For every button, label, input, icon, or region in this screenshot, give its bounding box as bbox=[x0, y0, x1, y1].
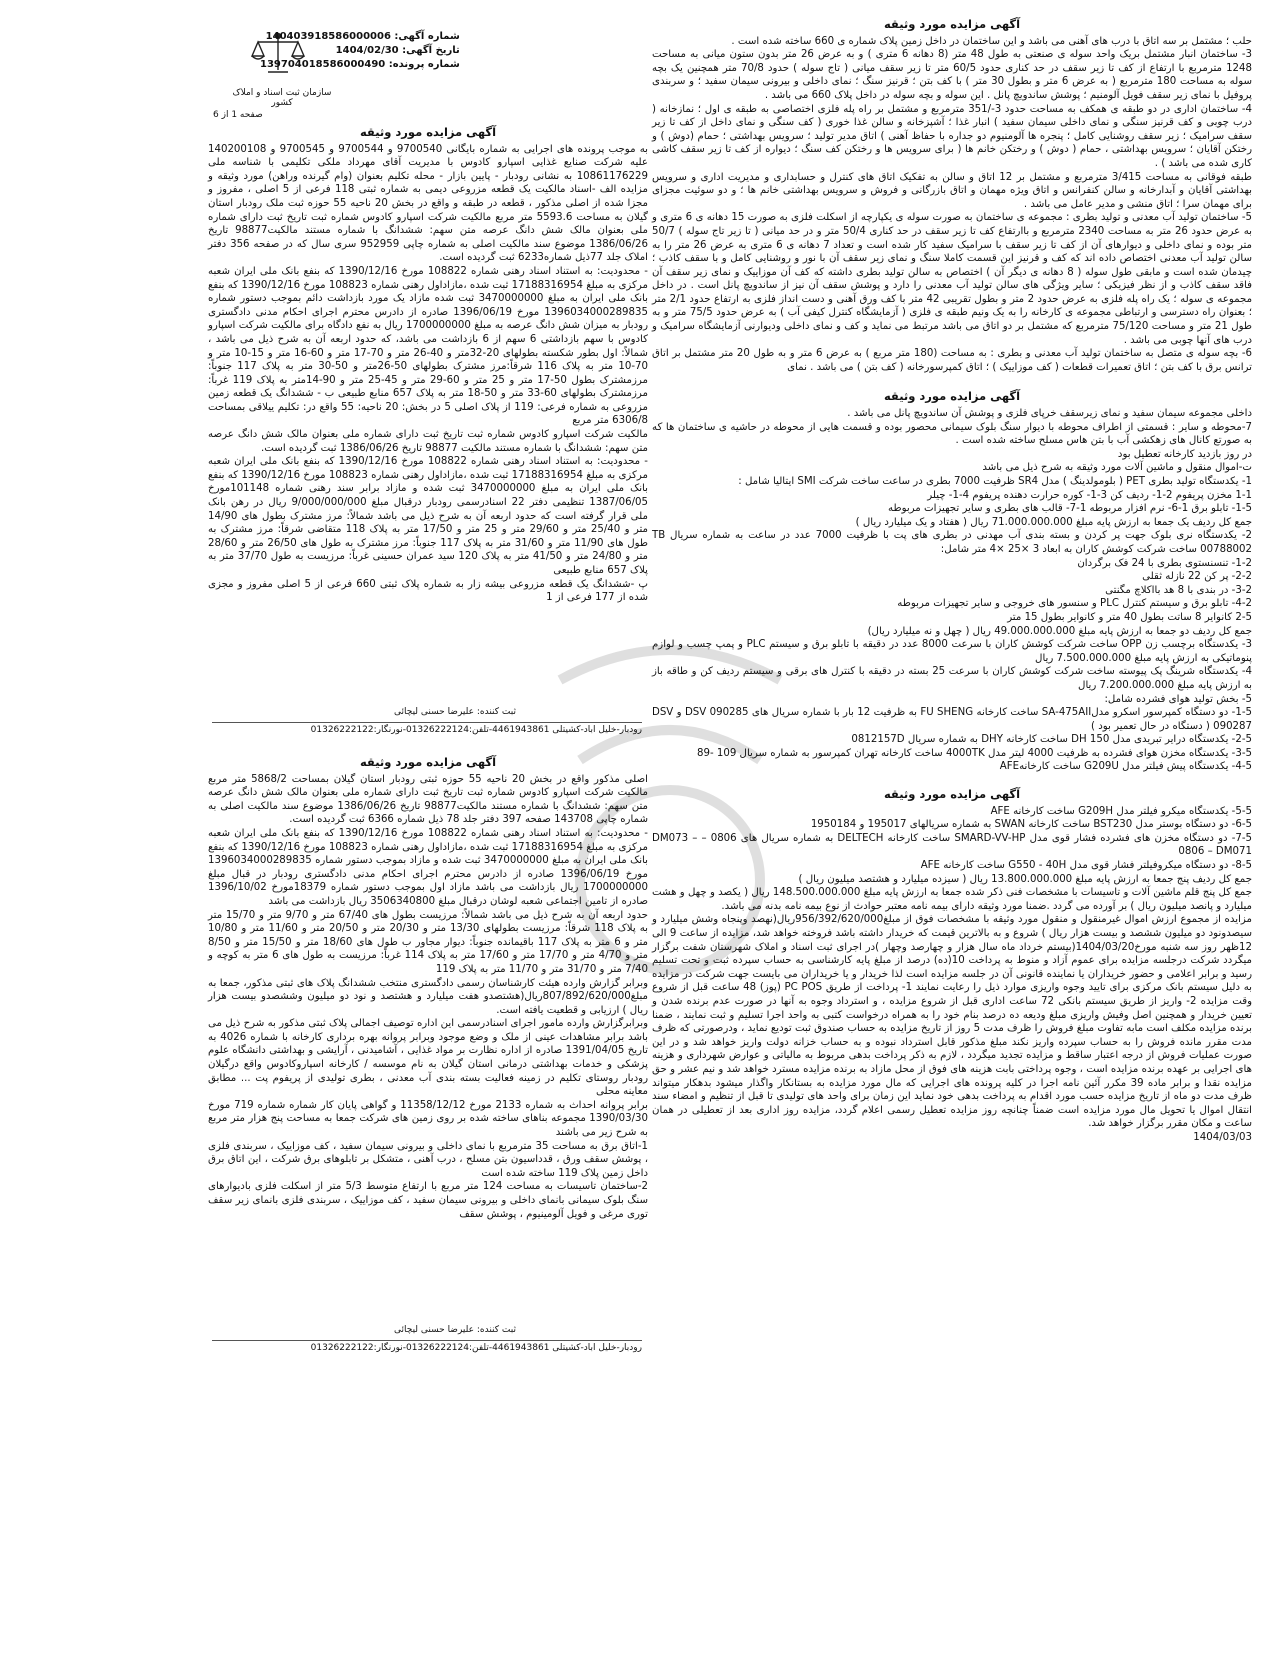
right-column bbox=[652, 14, 1252, 1145]
ad-header bbox=[260, 30, 460, 72]
page-indicator: صفحه 1 از 6 bbox=[213, 110, 263, 120]
right-paragraph-2: 3- ساختمان انبار مشتمل بریک واحد سوله ی صنعتی به طول 48 متر (8 دهانه 6 متری ) و به عرض 26 متر بدون ستون میانی به مساحت 1248 مترمربع با ارتفاع از کف تا زیر سقف در حد کناری حدود 60/5 متر تا زیر سقف میانی ( تاج سوله ) حدود 70/8 متر همچنین یک بچه سوله به مساحت 180 مترمربع ( به عرض 6 متر و بطول 30 متر ) با کف بتن ؛ قرنیز سنگ ؛ نمای داخلی و بیرونی سیمان سفید ؛ و سربندی پروفیل با نمای زیر سقف فویل آلومنیم ؛ پوشش ساندویچ پانل . این سوله و بچه سوله در داخل پلاک 660 می باشد . bbox=[652, 49, 1253, 101]
right-paragraph-25: 1-5- دو دستگاه کمپرسور اسکرو مدلSA-475AII ساخت کارخانه FU SHENG به ظرفیت 12 بار با شماره سریال های DSV 090285 و DSV 090287 ( دستگاه در حال تعمیر بود ) bbox=[652, 707, 1252, 732]
right-paragraph-7: داخلی مجموعه سیمان سفید و نمای زیرسقف خرپای فلزی و پوشش آن ساندویچ پانل می باشد . bbox=[847, 408, 1252, 420]
case-number: 139704018586000490 bbox=[260, 59, 386, 70]
right-paragraph-34: جمع کل پنج قلم ماشین آلات و تاسیسات با مشخصات فنی ذکر شده جمعا به ارزش پایه مبلغ 148.500.000.000 ریال ( یکصد و چهل و هشت میلیارد و پانصد میلیون ریال ) بر آورده می گردد .ضمنا مورد وثیقه دارای بیمه نامه معتبر حوادث از نوع بیمه نامه بدنه می باشد. bbox=[652, 887, 1252, 912]
right-paragraph-32: 8-5- دو دستگاه میکروفیلتر فشار قوی مدل G550 - 40H ساخت کارخانه AFE bbox=[920, 860, 1252, 872]
sig1-label: ثبت کننده: bbox=[476, 707, 516, 717]
sig2-name: علیرضا حسنی لیچائی bbox=[394, 1325, 474, 1335]
right-paragraph-23: 4- یکدستگاه شرینگ پک پیوسته ساخت شرکت کوشش کاران با سرعت 25 بسته در دقیقه با کنترل های برقی و سیستم ردیف کن و طاقه باز به ارزش پایه مبلغ 7.200.000.000 ریال bbox=[652, 666, 1252, 691]
date-line: 1404/03/03 bbox=[1193, 1131, 1252, 1143]
right-paragraph-14: جمع کل ردیف یک جمعا به ارزش پایه مبلغ 71.000.000.000 ریال ( هفتاد و یک میلیارد ریال ) bbox=[855, 516, 1252, 528]
left-paragraph-8: حدود اربعه آن به شرح ذیل می باشد شمالاً: مرزیست بطول های 67/40 متر و 9/70 متر و 15/70 متر به پلاک 118 شرقاً: مرزیست بطولهای 13/30 متر و 20/30 متر و 20/50 متر و 11/60 متر و 10/80 متر و 6 متر به پلاک 117 باقیمانده جنوباً: دیوار مجاور ب طول های 18/60 متر و 15/50 متر و 8/50 متر و 4/70 متر و 17/70 متر و 17/60 متر به پلاک 114 غرباً: مرزیست به طول های 6 متر به کوچه و 7/40 متر و 31/70 متر و 11/70 متر به پلاک 119 bbox=[208, 909, 648, 975]
right-paragraph-35: مزایده از مجموع ارزش اموال غیرمنقول و منقول مورد وثیقه با مشخصات فوق از مبلغ956/392/620/000ریال(نهصد وپنجاه وشش میلیارد و سیصدونود دو میلیون ششصد و بیست هزار ریال ) شروع و به بالاترین قیمت که خریدار داشته باشد فروخته خواهد شد، مزایده از ساعت 9 الی 12ظهر روز سه شنبه مورخ1404/03/20(بیستم خرداد ماه سال هزار و چهارصد وچهار )در اجرای ثبت اسناد و املاک شهرستان شفت برگزار میگردد شرکت درجلسه مزایده برای عموم آزاد و منوط به پرداخت 10(ده) درصد از مبلغ پایه کارشناسی به حساب سپرده ثبت و تحت تسلیم رسید و برابر اعلامی و حضور خریداران یا نماینده قانونی آن در جلسه مزایده است لذا خریدار و یا خریداران می بایست جهت شرکت در مزایده به دلیل سیستم بانک مرکزی برای تایید وجوه واریزی موارد ذیل را رعایت نمایند 1- پرداخت از طریق PC POS (پوز) 48 ساعت قبل از شروع وقت مزایده 2- واریز از طریق سیستم بانکی 72 ساعت اداری قبل از شروع مزایده ، و استرداد وجوه به آنها در صورت عدم برنده شدن و تعیین خریدار و همچنین اصل وفیش واریزی مبلغ ودیعه ده درصد بنام خود را به همراه درخواست کتبی به واحد اجرا تسلیم و ثبت نمایند ، ضمنا برنده مزایده مکلف است مابه تفاوت مبلغ فروش را ظرف مدت 5 روز از تاریخ مزایده به حساب صندوق ثبت تودیع نماید ، ودرصورتی که ظرف مدت مقرر مانده فروش را به حساب سپرده واریز نکند مبلغ مذکور قابل استرداد نبوده و به حساب خزانه دولت واریز خواهد شد و در این صورت عملیات فروش از درجه اعتبار ساقط و مزایده تجدید میگردد ، لازم به ذکر پرداخت بدهی مربوط به مالیاتی و عوارض شهرداری و هزینه های اجرایی بر عهده برنده مزایده است ، وجوه پرداختی بابت هزینه های فوق از محل مازاد به برنده مزایده مسترد خواهد شد و نیم عشر و حق مزایده نقدا و برابر ماده 39 مکرر آئین نامه اجرا در کلیه پرونده های اجرایی که مال مورد مزایده به بستانکار واگذار میشود بدهکار میتواند ظرف مدت دو ماه از تاریخ مزایده حسب مورد اقدام به پرداخت بدهی خود نماید این زمان برای واحد های تولیدی تا قبل از تنظیم و امضاء سند انتقال اموال یا تحویل مال مورد مزایده است ضمناً چنانچه روز مزایده تعطیل رسمی اعلام گردد، مزایده روز اداری بعد از تعطیلی در همان ساعت و مکان مقرر برگزار خواهد شد. bbox=[652, 914, 1253, 1130]
left-heading-1: آگهی مزایده مورد وثیقه bbox=[359, 125, 497, 139]
sig1-address: رودبار-خلیل اباد-کشیتلی 4461943861-تلفن:01326222124-نورنگار:01326222122 bbox=[310, 725, 642, 735]
right-paragraph-21: جمع کل ردیف دو جمعا به ارزش پایه مبلغ 49.000.000.000 ریال ( چهل و نه میلیارد ریال) bbox=[867, 625, 1252, 637]
left-paragraph-3: مالکیت شرکت اسپارو کادوس شماره ثبت تاریخ ثبت دارای شماره ملی بعنوان مالک شش دانگ عرصه متن سهم: ششدانگ با شماره مستند مالکیت 98877 تاریخ 1386/06/26 ثبت گردیده است. bbox=[208, 429, 648, 454]
right-paragraph-13: 1-5- تابلو برق 1-6- نرم افزار مربوطه 1-7- قالب های بطری و سایر تجهیزات مربوطه bbox=[888, 503, 1252, 515]
org-name: سازمان ثبت اسناد و املاک کشور bbox=[232, 88, 332, 108]
right-paragraph-3: 4- ساختمان اداری در دو طبقه ی همکف به مساحت حدود 3-/351 مترمربع و مشتمل بر راه پله فلزی اختصاصی به طبقه ی اول ؛ نمازخانه ( درب چوبی و کف قرنیز سنگی و نمای داخلی سیمان سفید ) انبار غذا ؛ آشپزخانه و سالن غذا خوری ( کف سنگی و نمای داخل از کف تا زیر سقف سرامیک ؛ زیر سقف روشنایی کامل ؛ پنجره ها آلومنیوم دو جداره با حفاظ آهنی ) اتاق مدیر تولید ؛ سرویس بهداشتی ؛ حمام (دوش ) و رختکن آقایان ؛ سرویس بهداشتی ، حمام ( دوش ) و رختکن خانم ها ( برای سرویس ها و رختکن کف سنگ ؛ دیواره از کف تا زیر سقف کاشی کاری شده می باشد ) . bbox=[652, 103, 1253, 169]
sig2-address: رودبار-خلیل اباد-کشیتلی 4461943861-تلفن:01326222124-نورنگار:01326222122 bbox=[310, 1343, 642, 1353]
sig1-name: علیرضا حسنی لیچائی bbox=[394, 707, 474, 717]
right-paragraph-5: 5- ساختمان تولید آب معدنی و تولید بطری : مجموعه ی ساختمان به صورت سوله ی یکپارچه از اسکلت فلزی به صورت 15 دهانه ی 6 متری و به عرض حدود 26 متر به مساحت 2340 مترمربع و باارتفاع کف تا زیر سقف در حد کناری 50/4 متر و در حد میانی ( تا زیر تاج سوله ) 50/7 متر بوده و نمای داخلی و دیوارهای آن از کف تا زیر سقف با سرامیک سفید کار شده است و تعداد 7 دهانه ی 6 متری به عرض 26 متر را به سالن تولید آب معدنی اختصاص داده اند که کف و قرنیز این قسمت کاملا سنگ و نمای زیر سقف آن با نور و روشنایی کامل و با سقف کاذب ؛ چیدمان شده است و مابقی طول سوله ( 8 دهانه ی دیگر آن ) اختصاص به سالن تولید بطری داشته که کف آن موزاییک و نمای زیر سقف آن فاقد سقف کاذب و از نظر فیزیکی ؛ سایر ویژگی های سالن تولید آب معدنی را دارد و پوشش سقف آن نیز از ساندویچ پانل است . در داخل مجموعه ی سوله ؛ یک راه پله فلزی به عرض حدود 2 متر و بطول تقریبی 42 متر با کف ورق آهنی و دست انداز فلزی به ارتفاع حدود 2/1 متر ؛ بعنوان راه دسترسی و ارتباطی مجموعه ی کارخانه را به یک ونیم طبقه ی فلزی ( آزمایشگاه کنترل کیفی آب ) به عرض حدود 75/5 متر و به طول 21 متر و مساحت 75/120 مترمربع که مشتمل بر دو اتاق می باشد مرتبط می نماید و کف و نمای داخلی ودیوارنی آزمایشگاه سرامیک و درب های آنها چوبی می باشد . bbox=[652, 212, 1253, 346]
right-paragraph-6: 6- بچه سوله ی متصل به ساختمان تولید آب معدنی و بطری : به مساحت (180 متر مربع ) به عرض 6 متر و به طول 20 متر مشتمل بر اتاق ترانس برق با کف بتن ؛ اتاق تعمیرات قطعات ( کف موزاییک ) ؛ اتاق کمپرسورخانه ( کف بتن ) می باشد . نمای bbox=[652, 348, 1252, 373]
right-paragraph-1: حلب ؛ مشتمل بر سه اتاق با درب های آهنی می باشد و این ساختمان در داخل زمین پلاک شماره ی 660 ساخته شده است . bbox=[731, 35, 1252, 47]
right-paragraph-9: در روز بازدید کارخانه تعطیل بود bbox=[1117, 448, 1252, 460]
right-heading-1: آگهی مزایده مورد وثیقه bbox=[883, 17, 1021, 31]
left-paragraph-5: پ -ششدانگ یک قطعه مزروعی بیشه زار به شماره پلاک ثبتی 660 فرعی از 5 اصلی مفروز و مجزی شده از 177 فرعی از 1 bbox=[208, 578, 648, 604]
right-heading-3: آگهی مزایده مورد وثیقه bbox=[883, 787, 1021, 802]
left-paragraph-7: - محدودیت: به استناد اسناد رهنی شماره 108822 مورخ 1390/12/16 که بنفع بانک ملی ایران شعبه مرکزی به مبلغ 17188316954 ثبت شده ،مازاداول رهنی شماره 108823 مورخ 1390/12/16 که بنفع بانک ملی ایران به مبلغ 3470000000 ثبت شده و مازاد بموجب دستور شماره 1396034000289835 مورخ 1396/06/19 صادره از دادرس محترم اجرای احکام مدنی دادگستری رودبار در قبال مبلغ 1700000000 ریال بازداشت می باشد مازاد اول بموجب دستور شماره 18379مورخ 1396/10/02 صادره از تامین اجتماعی شعبه لوشان درقبال مبلغ 3506340800 ریال بازداشت می باشد bbox=[208, 827, 648, 907]
case-number-label: شماره پرونده: bbox=[388, 59, 460, 70]
right-paragraph-18: 3-2- در بندی با 8 هد بااکلاچ مگنتی bbox=[1105, 584, 1252, 596]
right-paragraph-24: 5- بخش تولید هوای فشرده شامل: bbox=[1104, 693, 1252, 705]
right-paragraph-26: 2-5- یکدستگاه درایر تبریدی مدل DH 150 ساخت کارخانه DHY به شماره سریال 0812157D bbox=[851, 734, 1252, 746]
divider bbox=[212, 1340, 642, 1341]
right-paragraph-10: ت-اموال منقول و ماشین آلات مورد وثیقه به شرح ذیل می باشد bbox=[982, 462, 1252, 474]
left-paragraph-13: 2-ساختمان تاسیسات به مساحت 124 متر مربع با ارتفاع متوسط 5/3 متر از اسکلت فلزی بادیوارهای سنگ بلوک سیمانی بانمای داخلی و بیرونی سیمان سفید ، کف موزاییک ، سربندی فلزی بانمای زیر سقف توری مرغی و فویل آلومینیوم ، پوشش سقف bbox=[208, 1181, 649, 1220]
left-paragraph-6: اصلی مذکور واقع در بخش 20 ناحیه 55 حوزه ثبتی رودبار استان گیلان بمساحت 5868/2 متر مربع مالکیت شرکت اسپارو کادوس شماره ثبت تاریخ ثبت دارای شماره ملی بعنوان مالک شش دانگ عرصه متن سهم: ششدانگ با شماره مستند مالکیت98877 تاریخ 1386/06/26 موضوع سند مالکیت اصلی به شماره چاپی 143708 صفحه 397 دفتر جلد 78 ذیل شماره 6366 ثبت گردیده است. bbox=[208, 773, 649, 826]
right-paragraph-20: 2-5 کانوایر 8 ساتت بطول 40 متر و کانوایر بطول 15 متر bbox=[1007, 611, 1252, 623]
right-paragraph-15: 2- یکدستگاه نری بلوک جهت پر کردن و بسته بندی آب مهدنی در بطری های پت با ظرفیت 7000 عدد در ساعت به شماره سریال TB 00788002 ساخت شرکت کوشش کاران به ابعاد 3 ×25 ×4 متر شامل: bbox=[652, 530, 1252, 555]
left-column-bottom bbox=[208, 752, 648, 1221]
ad-number-label: شماره آگهی: bbox=[394, 31, 460, 42]
left-heading-2: آگهی مزایده مورد وثیقه bbox=[359, 755, 497, 769]
right-paragraph-12: 1-1 مخزن پریفوم 2-1- ردیف کن 3-1- کوره حرارت دهنده پریفوم 4-1- چیلر bbox=[927, 489, 1252, 501]
right-paragraph-17: 2-2- پر کن 22 نازله ثقلی bbox=[1142, 571, 1252, 583]
ad-date-label: تاریخ آگهی: bbox=[402, 45, 460, 56]
signature-block-1 bbox=[270, 706, 640, 718]
left-paragraph-11: برابر پروانه احداث به شماره 2133 مورخ 11358/12/12 و گواهی پایان کار شماره شماره 719 مورخ 1390/03/30 مجموعه بناهای ساخته شده بر روی زمین های شرکت جمعا به مساحت پنج هزار متر مربع به شرح زیر می باشند bbox=[208, 1099, 648, 1139]
right-paragraph-11: 1- یکدستگاه تولید بطری PET ( بلومولدینگ ) مدل SR4 ظرفیت 7000 بطری در ساعت ساخت شرکت SMI ایتالیا شامل : bbox=[738, 476, 1252, 487]
right-paragraph-4: طبقه فوقانی به مساحت 3/415 مترمربع و مشتمل بر 12 اتاق و سالن به تفکیک اتاق های کنترل و حسابداری و مدیریت اداری و سرویس بهداشتی آقایان و آبدارخانه و سالن کنفرانس و اتاق ویژه مهمان و اتاق بازرگانی و فروش و سرویس بهداشتی خانم ها ؛ و دو سوئیت مجزای برای مهمان سرا ؛ اتاق منشی و مدیر عامل می باشد . bbox=[652, 171, 1252, 210]
right-paragraph-8: 7-محوطه و سایر : قسمتی از اطراف محوطه با دیوار سنگ بلوک سیمانی محصور بوده و قسمت هایی از محوطه در حاشیه ی ساختمان ها که به صورتع کانال های زهکشی آب با بتن هاس مسلح ساخته شده است . bbox=[652, 421, 1252, 447]
right-paragraph-19: 4-2- تابلو برق و سیستم کنترل PLC و سنسور های خروجی و سایر تجهیزات مربوطه bbox=[897, 598, 1252, 610]
sig2-label: ثبت کننده: bbox=[476, 1325, 516, 1335]
divider bbox=[212, 722, 642, 723]
left-paragraph-12: 1-اتاق برق به مساحت 35 مترمربع با نمای داخلی و بیرونی سیمان سفید ، کف موزاییک ، سربندی فلزی ، پوشش سقف ورق ، قدداسیون بتن مسلح ، درب آهنی ، متشکل بر تابلوهای برق شرکت ، این اتاق برق داخل زمین پلاک 119 ساخته شده است bbox=[208, 1140, 648, 1179]
ad-number: 140403918586000006 bbox=[265, 31, 391, 42]
ad-date: 1404/02/30 bbox=[335, 45, 399, 56]
left-paragraph-4: - محدودیت: به استناد اسناد رهنی شماره 108822 مورخ 1390/12/16 که بنفع بانک ملی ایران شعبه مرکزی به مبلغ 17188316954 ثبت شده ،مازاداول رهنی شماره 108823 مورخ 1390/12/16 که بنفع بانک ملی ایران به مبلغ 3470000000 ثبت شده و مازاد برابر سند رهنی شماره 101148مورخ 1387/06/05 تنظیمی دفتر 22 اسنادرسمی رودبار درقبال مبلغ 9/000/000/000 ریال در رهن بانک ملی قرار گرفته است که حدود اربعه آن به شرح ذیل می باشد شمالاً: مرز مشترک بطول های 14/90 متر و 25/40 متر و 29/60 متر و 25 متر و 17/50 متر به پلاک 118 متقاضی شرقاً: مرز مشترک به طول های 11/90 متر و 31/60 متر به پلاک 117 جنوباً: مرز مشترک به طول های 26/50 متر و 28/60 متر و 24/80 متر و 41/50 متر به پلاک 120 سید عمران حسینی غرباً: مرزیست به طول 37/70 متر به پلاک 657 منابع طبیعی bbox=[208, 456, 649, 576]
signature-block-2 bbox=[270, 1324, 640, 1336]
right-paragraph-31: 7-5- دو دستگاه مخزن های فشرده فشار قوی مدل SMARD-VV-HP ساخت کارخانه DELTECH به شماره سریال های 0806 – DM073 – 0806 – DM071 bbox=[652, 832, 1253, 858]
right-paragraph-30: 6-5- دو دستگاه بوستر مدل BST230 ساخت کارخانه SWAN به شماره سریالهای 195017 و 1950184 bbox=[810, 819, 1252, 831]
left-paragraph-1: به موجب پرونده های اجرایی به شماره بایگانی 9700540 و 9700544 و 9700545 و 140200108 علیه شرکت صنایع غذایی اسپارو کادوس با مدیریت آقای مهرداد ملکی تکلیمی با شناسه ملی 10861176229 به نشانی رودبار - پایین بازار - محله تکلیم بعنوان (وام گیرنده وراهن) مورد وثیقه و مزایده الف -اسناد مالکیت یک قطعه مزروعی دیمی به شماره ثبتی 118 فرعی از 5 اصلی ، مفروز و مجزا شده از اصلی مذکور ، قطعه در طبقه و واقع در بخش 20 ناحیه 55 حوزه ثبت ملک رودبار استان گیلان به مساحت 5593.6 متر مربع مالکیت شرکت اسپارو کادوس شماره ثبت تاریخ ثبت دارای شماره ملی بعنوان مالک شش دانگ عرصه متن سهم: ششدانگ با شماره مستند مالکیت98877 تاریخ 1386/06/26 موضوع سند مالکیت اصلی به شماره چاپی 952959 سری سال که در صفحه 356 دفتر املاک جلد 77ذیل شماره6233 ثبت گردیده است. bbox=[208, 143, 649, 264]
left-paragraph-10: وبرابرگزارش وارده مامور اجرای اسنادرسمی این اداره توصیف اجمالی پلاک ثبتی مذکور به شرح ذیل می باشد برابر مشاهدات عینی از ملک و وضع موجود وبرابر پروانه بهره برداری کارخانه با شماره 4026 به تاریخ 1391/04/05 صادره از اداره نظارت بر مواد غذایی ، آشامیدنی ، آرایشی و بهداشتی دانشگاه علوم پزشکی و خدمات بهداشتی درمانی استان گیلان به نام موسسه / کارخانه اسپاروکادوس واقع درگیلان رودبار روستای تکلیم در زمینه فعالیت بسته بندی آب معدنی ، بطری تولیدی از پریفوم پت ... مطابق معاینه محلی bbox=[208, 1018, 648, 1098]
right-paragraph-22: 3- یکدستگاه برچسب زن OPP ساخت شرکت کوشش کاران با سرعت 8000 عدد در دقیقه با تابلو برق و سیستم PLC و پمپ چسب و لوازم پنوماتیکی به ارزش پایه مبلغ 7.500.000.000 ریال bbox=[652, 639, 1253, 664]
left-paragraph-2: - محدودیت: به استناد اسناد رهنی شماره 108822 مورخ 1390/12/16 که بنفع بانک ملی ایران شعبه مرکزی به مبلغ 17188316954 ثبت شده ،مازاداول رهنی شماره 108823 مورخ 1390/12/16 که بنفع بانک ملی ایران به مبلغ 3470000000 ثبت شده مازاد یک مورد بازداشت دائم بموجب دستور شماره 1396034000289835 مورخ 1396/06/19 صادره از دادرس محترم اجرای احکام مدنی دادگستری رودبار به میزان شش دانگ عرصه به مبلغ 1700000000 ریال به نفع دادگاه برای مالکیت شرکت اسپارو کادوس با سهم بازداشتی 6 سهم از 6 بازداشت می باشد، که حدود اربعه آن به شرح ذیل می باشد ، شمالاً: اول بطور شکسته بطولهای 20-32متر و 40-26 متر و 70-17 متر و 60-16 متر و 15-10 متر و 70-10 متر به پلاک 116 شرقاً:مرز مشترک بطولهای 50-26متر و 50-30 متر به پلاک 117 جنوباً: مرزمشترک بطول 50-17 متر و 25 متر و 60-29 متر و 45-25 متر و 90-14متر به پلاک 119 غرباً: مرزمشترک بطولهای 60-33 متر و 50-18 متر به پلاک 657 منابع طبیعی ب - ششدانگ یک قطعه زمین مزروعی به شماره فرعی: 119 از پلاک اصلی 5 در بخش: 20 ناحیه: 55 واقع در: تکلیم ییلاقی بمساحت 6306/8 متر مربع bbox=[208, 265, 648, 427]
right-paragraph-16: 1-2- تنسنستوی بطری با 24 فک برگردان bbox=[1077, 557, 1252, 569]
left-paragraph-9: وبرابر گزارش وارده هیئت کارشناسان رسمی دادگستری منتخب ششدانگ پلاک های ثبتی مذکور، جمعا به مبلغ807/892/620/000ریال(هشتصدو هفت میلیارد و هشتصد و نود دو میلیون وششصدو بیست هزار ریال ) ارزیابی و قطعیت یافته است. bbox=[208, 977, 648, 1016]
right-heading-2: آگهی مزایده مورد وثیقه bbox=[883, 389, 1021, 404]
right-paragraph-27: 3-5- یکدستگاه مخزن هوای فشرده به ظرفیت 4000 لیتر مدل 4000TK ساخت کارخانه تهران کمپرسور به شماره سریال 109 -89 bbox=[696, 747, 1252, 759]
right-paragraph-29: 5-5- یکدستگاه میکرو فیلتر مدل G209H ساخت کارخانه AFE bbox=[990, 805, 1252, 817]
right-paragraph-33: جمع کل ردیف پنج جمعا به ارزش پایه مبلغ 13.800.000.000 ریال ( سیزده میلیارد و هشتصد میلیون ریال ) bbox=[798, 873, 1252, 885]
right-paragraph-28: 4-5- یکدستگاه پیش فیلتر مدل G209U ساخت کارخانهAFE bbox=[999, 761, 1252, 773]
left-column-top bbox=[208, 122, 648, 605]
